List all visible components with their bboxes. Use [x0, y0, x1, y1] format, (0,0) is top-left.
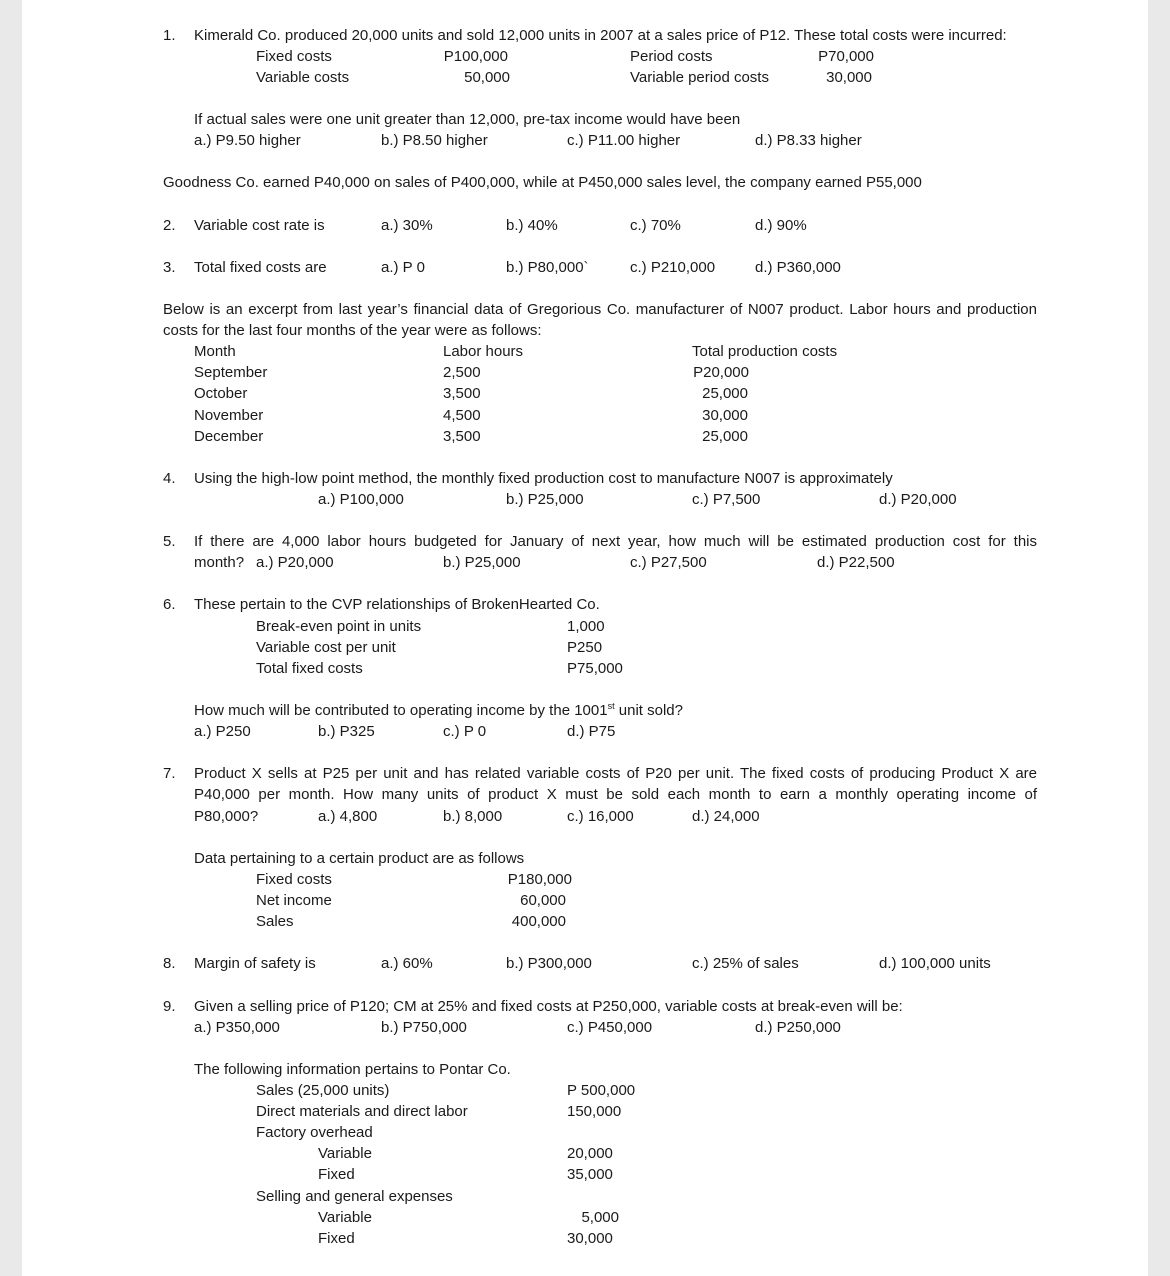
- table-row-hours: 3,500: [443, 428, 481, 445]
- goodness-intro: Goodness Co. earned P40,000 on sales of P400,000, while at P450,000 sales level, the company earned P55,000: [163, 174, 922, 191]
- q4-choice-d: d.) P20,000: [879, 491, 957, 508]
- table-row-cost: P20,000: [693, 364, 749, 381]
- q1-text: Kimerald Co. produced 20,000 units and sold 12,000 units in 2007 at a sales price of P12. These total costs were incurred:: [194, 27, 1007, 44]
- q3-text: Total fixed costs are: [194, 259, 327, 276]
- document-page: [22, 0, 1148, 1276]
- table-row-hours: 2,500: [443, 364, 481, 381]
- q4-choice-c: c.) P7,500: [692, 491, 761, 508]
- table-row-month: November: [194, 407, 264, 424]
- q5-choice-d: d.) P22,500: [817, 554, 895, 571]
- q1-choice-c: c.) P11.00 higher: [567, 132, 681, 149]
- q8-number: 8.: [163, 955, 176, 972]
- table-row-month: December: [194, 428, 264, 445]
- q7-choice-a: a.) 4,800: [318, 808, 378, 825]
- product-data-value: 60,000: [520, 892, 566, 909]
- q7-choice-c: c.) 16,000: [567, 808, 634, 825]
- pontar-foh-variable-label: Variable: [318, 1145, 372, 1162]
- q9-choice-a: a.) P350,000: [194, 1019, 280, 1036]
- q1-choice-a: a.) P9.50 higher: [194, 132, 301, 149]
- q3-choice-b: b.) P80,000`: [506, 259, 589, 276]
- q3-choice-a: a.) P 0: [381, 259, 425, 276]
- q6-row-value: 1,000: [567, 618, 605, 635]
- q3-number: 3.: [163, 259, 176, 276]
- pontar-sales-label: Sales (25,000 units): [256, 1082, 390, 1099]
- pontar-sga-label: Selling and general expenses: [256, 1188, 453, 1205]
- q9-text: Given a selling price of P120; CM at 25% and fixed costs at P250,000, variable costs at break-even will be:: [194, 998, 903, 1015]
- table-header-total-production-costs: Total production costs: [692, 343, 838, 360]
- q6-choice-a: a.) P250: [194, 723, 251, 740]
- q6-row-value: P250: [567, 639, 603, 656]
- q6-question-post: unit sold?: [614, 702, 683, 719]
- q6-number: 6.: [163, 596, 176, 613]
- q5-choice-a: a.) P20,000: [256, 554, 334, 571]
- q5-text: If there are 4,000 labor hours budgeted for January of next year, how much will be estimated production cost for this: [194, 533, 1037, 550]
- q6-text: These pertain to the CVP relationships of BrokenHearted Co.: [194, 596, 600, 613]
- q1-variable-costs-label: Variable costs: [256, 69, 350, 86]
- product-data-label: Fixed costs: [256, 871, 332, 888]
- pontar-dm-value: 150,000: [567, 1103, 622, 1120]
- q1-fixed-costs-label: Fixed costs: [256, 48, 332, 65]
- pontar-sga-variable-value: 5,000: [581, 1209, 619, 1226]
- table-row-hours: 3,500: [443, 385, 481, 402]
- q5-choice-c: c.) P27,500: [630, 554, 707, 571]
- q8-choice-b: b.) P300,000: [506, 955, 592, 972]
- table-header-labor-hours: Labor hours: [443, 343, 524, 360]
- pontar-intro: The following information pertains to Pontar Co.: [194, 1061, 511, 1078]
- pontar-dm-label: Direct materials and direct labor: [256, 1103, 468, 1120]
- q7-choice-d: d.) 24,000: [692, 808, 760, 825]
- table-row-cost: 25,000: [702, 385, 748, 402]
- table-row-month: September: [194, 364, 268, 381]
- q7-choice-b: b.) 8,000: [443, 808, 503, 825]
- q1-fixed-costs-value: P100,000: [443, 48, 508, 65]
- pontar-sales-value: P 500,000: [567, 1082, 636, 1099]
- q7-text: Product X sells at P25 per unit and has related variable costs of P20 per unit. The fixed costs of producing Product X are P40,000 per month. How many units of product X must be sold each month to earn a monthly operating income of: [194, 765, 1037, 803]
- q4-text: Using the high-low point method, the monthly fixed production cost to manufacture N007 is approximately: [194, 470, 893, 487]
- gregorious-intro: Below is an excerpt from last year’s financial data of Gregorious Co. manufacturer of N007 product. Labor hours and production costs for the last four months of the year were as follows:: [163, 301, 1037, 339]
- q6-row-label: Variable cost per unit: [256, 639, 396, 656]
- q2-text: Variable cost rate is: [194, 217, 325, 234]
- table-row-hours: 4,500: [443, 407, 481, 424]
- q1-choice-b: b.) P8.50 higher: [381, 132, 488, 149]
- product-data-label: Sales: [256, 913, 294, 930]
- q1-choice-d: d.) P8.33 higher: [755, 132, 862, 149]
- q4-choice-b: b.) P25,000: [506, 491, 584, 508]
- product-data-value: P180,000: [507, 871, 572, 888]
- q1-period-costs-label: Period costs: [630, 48, 713, 65]
- q2-choice-d: d.) 90%: [755, 217, 807, 234]
- pontar-foh-label: Factory overhead: [256, 1124, 373, 1141]
- q1-variable-costs-value: 50,000: [464, 69, 510, 86]
- pontar-sga-fixed-label: Fixed: [318, 1230, 355, 1247]
- q5-number: 5.: [163, 533, 176, 550]
- q1-variable-period-costs-value: 30,000: [826, 69, 872, 86]
- q1-period-costs-value: P70,000: [818, 48, 874, 65]
- q5-text-end: month?: [194, 554, 245, 571]
- product-data-intro: Data pertaining to a certain product are as follows: [194, 850, 525, 867]
- pontar-foh-fixed-label: Fixed: [318, 1166, 355, 1183]
- q6-question: [194, 702, 683, 720]
- table-row-month: October: [194, 385, 248, 402]
- q1-number: 1.: [163, 27, 176, 44]
- q1-variable-period-costs-label: Variable period costs: [630, 69, 769, 86]
- q2-number: 2.: [163, 217, 176, 234]
- q8-choice-a: a.) 60%: [381, 955, 433, 972]
- table-row-cost: 25,000: [702, 428, 748, 445]
- q2-choice-b: b.) 40%: [506, 217, 558, 234]
- q6-choice-c: c.) P 0: [443, 723, 487, 740]
- q6-choice-d: d.) P75: [567, 723, 616, 740]
- pontar-sga-fixed-value: 30,000: [567, 1230, 613, 1247]
- q7-number: 7.: [163, 765, 176, 782]
- q8-choice-c: c.) 25% of sales: [692, 955, 799, 972]
- product-data-value: 400,000: [511, 913, 566, 930]
- q6-choice-b: b.) P325: [318, 723, 375, 740]
- q6-row-label: Total fixed costs: [256, 660, 363, 677]
- table-header-month: Month: [194, 343, 236, 360]
- q9-number: 9.: [163, 998, 176, 1015]
- q4-number: 4.: [163, 470, 176, 487]
- q7-text-end: P80,000?: [194, 808, 259, 825]
- q8-text: Margin of safety is: [194, 955, 316, 972]
- pontar-foh-fixed-value: 35,000: [567, 1166, 613, 1183]
- q3-choice-d: d.) P360,000: [755, 259, 841, 276]
- q2-choice-a: a.) 30%: [381, 217, 433, 234]
- q9-choice-d: d.) P250,000: [755, 1019, 841, 1036]
- q9-choice-c: c.) P450,000: [567, 1019, 653, 1036]
- q4-choice-a: a.) P100,000: [318, 491, 404, 508]
- q5-choice-b: b.) P25,000: [443, 554, 521, 571]
- q6-question-sup: st: [607, 701, 615, 711]
- q6-question-pre: How much will be contributed to operating income by the 1001: [194, 702, 608, 719]
- q6-row-label: Break-even point in units: [256, 618, 422, 635]
- table-row-cost: 30,000: [702, 407, 748, 424]
- q6-row-value: P75,000: [567, 660, 623, 677]
- q1-question: If actual sales were one unit greater than 12,000, pre-tax income would have been: [194, 111, 741, 128]
- product-data-label: Net income: [256, 892, 332, 909]
- pontar-foh-variable-value: 20,000: [567, 1145, 613, 1162]
- q3-choice-c: c.) P210,000: [630, 259, 716, 276]
- pontar-sga-variable-label: Variable: [318, 1209, 372, 1226]
- q8-choice-d: d.) 100,000 units: [879, 955, 991, 972]
- q9-choice-b: b.) P750,000: [381, 1019, 467, 1036]
- q2-choice-c: c.) 70%: [630, 217, 681, 234]
